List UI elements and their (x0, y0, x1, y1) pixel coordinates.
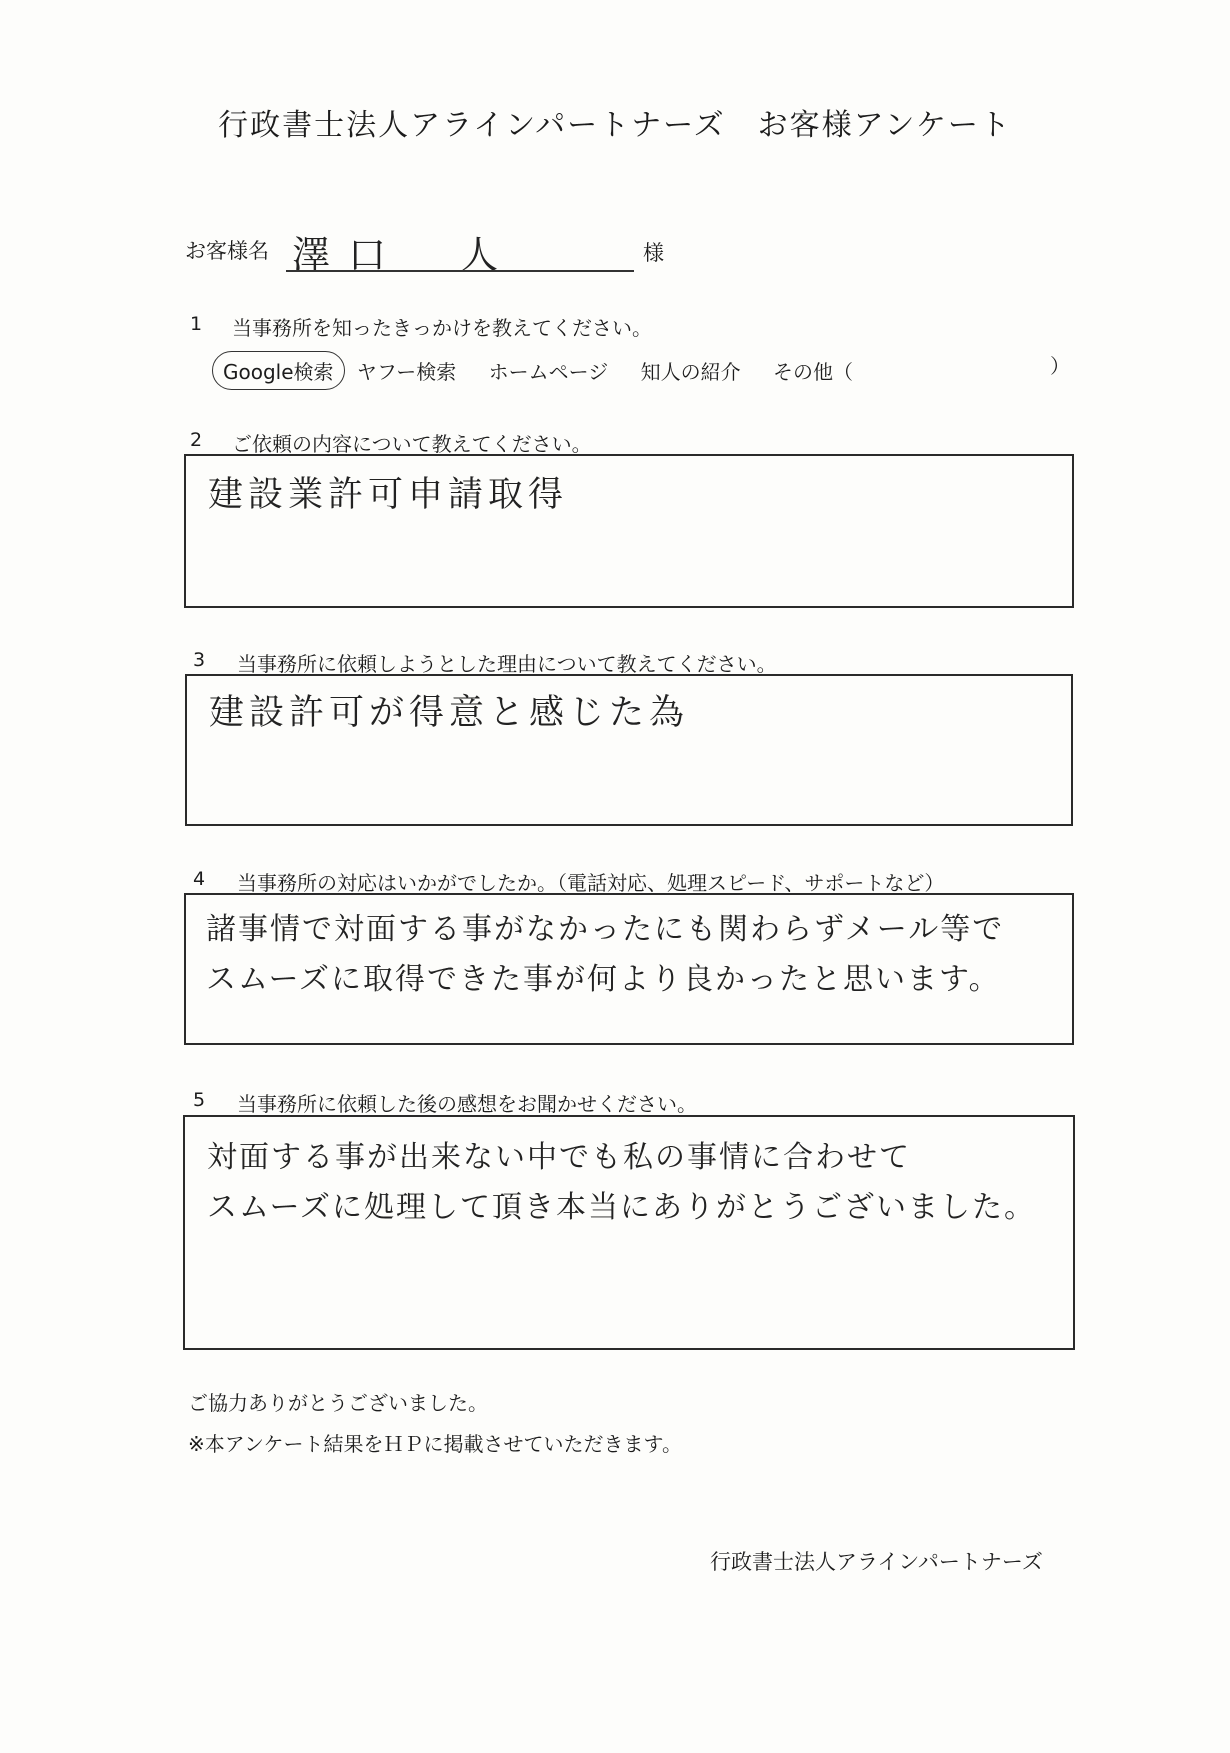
option-referral[interactable]: 知人の紹介 (640, 360, 741, 384)
publication-note: ※本アンケート結果をＨＰに掲載させていただきます。 (188, 1432, 682, 1456)
question-1-number: 1 (190, 313, 203, 335)
question-1-options (212, 351, 853, 390)
question-1-text: 当事務所を知ったきっかけを教えてください。 (232, 316, 652, 340)
question-4-number: 4 (193, 868, 206, 890)
answer-5-line-2: スムーズに処理して頂き本当にありがとうございました。 (207, 1190, 1036, 1225)
answer-2-line-1: 建設業許可申請取得 (208, 475, 569, 515)
option-google-search-selected[interactable]: Google検索 (212, 351, 345, 390)
question-3-text: 当事務所に依頼しようとした理由について教えてください。 (237, 652, 777, 676)
customer-name-handwritten: 澤口 人 (292, 233, 517, 277)
question-4-text: 当事務所の対応はいかがでしたか。（電話対応、処理スピード、サポートなど） (237, 871, 945, 895)
survey-title: 行政書士法人アラインパートナーズ お客様アンケート (218, 108, 1012, 143)
question-2-text: ご依頼の内容について教えてください。 (232, 432, 592, 456)
answer-2-box[interactable] (184, 454, 1074, 608)
option-homepage[interactable]: ホームページ (488, 360, 609, 384)
question-5-text: 当事務所に依頼した後の感想をお聞かせください。 (237, 1092, 697, 1116)
answer-5-box[interactable] (183, 1115, 1075, 1350)
option-other-close: ） (1050, 354, 1070, 378)
question-2-number: 2 (190, 429, 203, 451)
question-5-number: 5 (193, 1089, 206, 1111)
option-other[interactable]: その他（ (772, 360, 853, 384)
customer-name-label: お客様名 (185, 239, 269, 263)
answer-4-line-2: スムーズに取得できた事が何より良かったと思います。 (206, 962, 1001, 997)
answer-5-line-1: 対面する事が出来ない中でも私の事情に合わせて (207, 1140, 911, 1175)
customer-name-underline (286, 270, 634, 272)
thanks-message: ご協力ありがとうございました。 (188, 1391, 488, 1415)
option-yahoo-search[interactable]: ヤフー検索 (356, 360, 457, 384)
company-name: 行政書士法人アラインパートナーズ (710, 1550, 1043, 1574)
answer-4-line-1: 諸事情で対面する事がなかったにも関わらずメール等で (206, 912, 1005, 947)
answer-3-box[interactable] (185, 674, 1073, 826)
answer-3-line-1: 建設許可が得意と感じた為 (209, 693, 690, 733)
question-3-number: 3 (193, 649, 206, 671)
answer-4-box[interactable] (184, 893, 1074, 1045)
customer-name-honorific: 様 (643, 241, 664, 265)
